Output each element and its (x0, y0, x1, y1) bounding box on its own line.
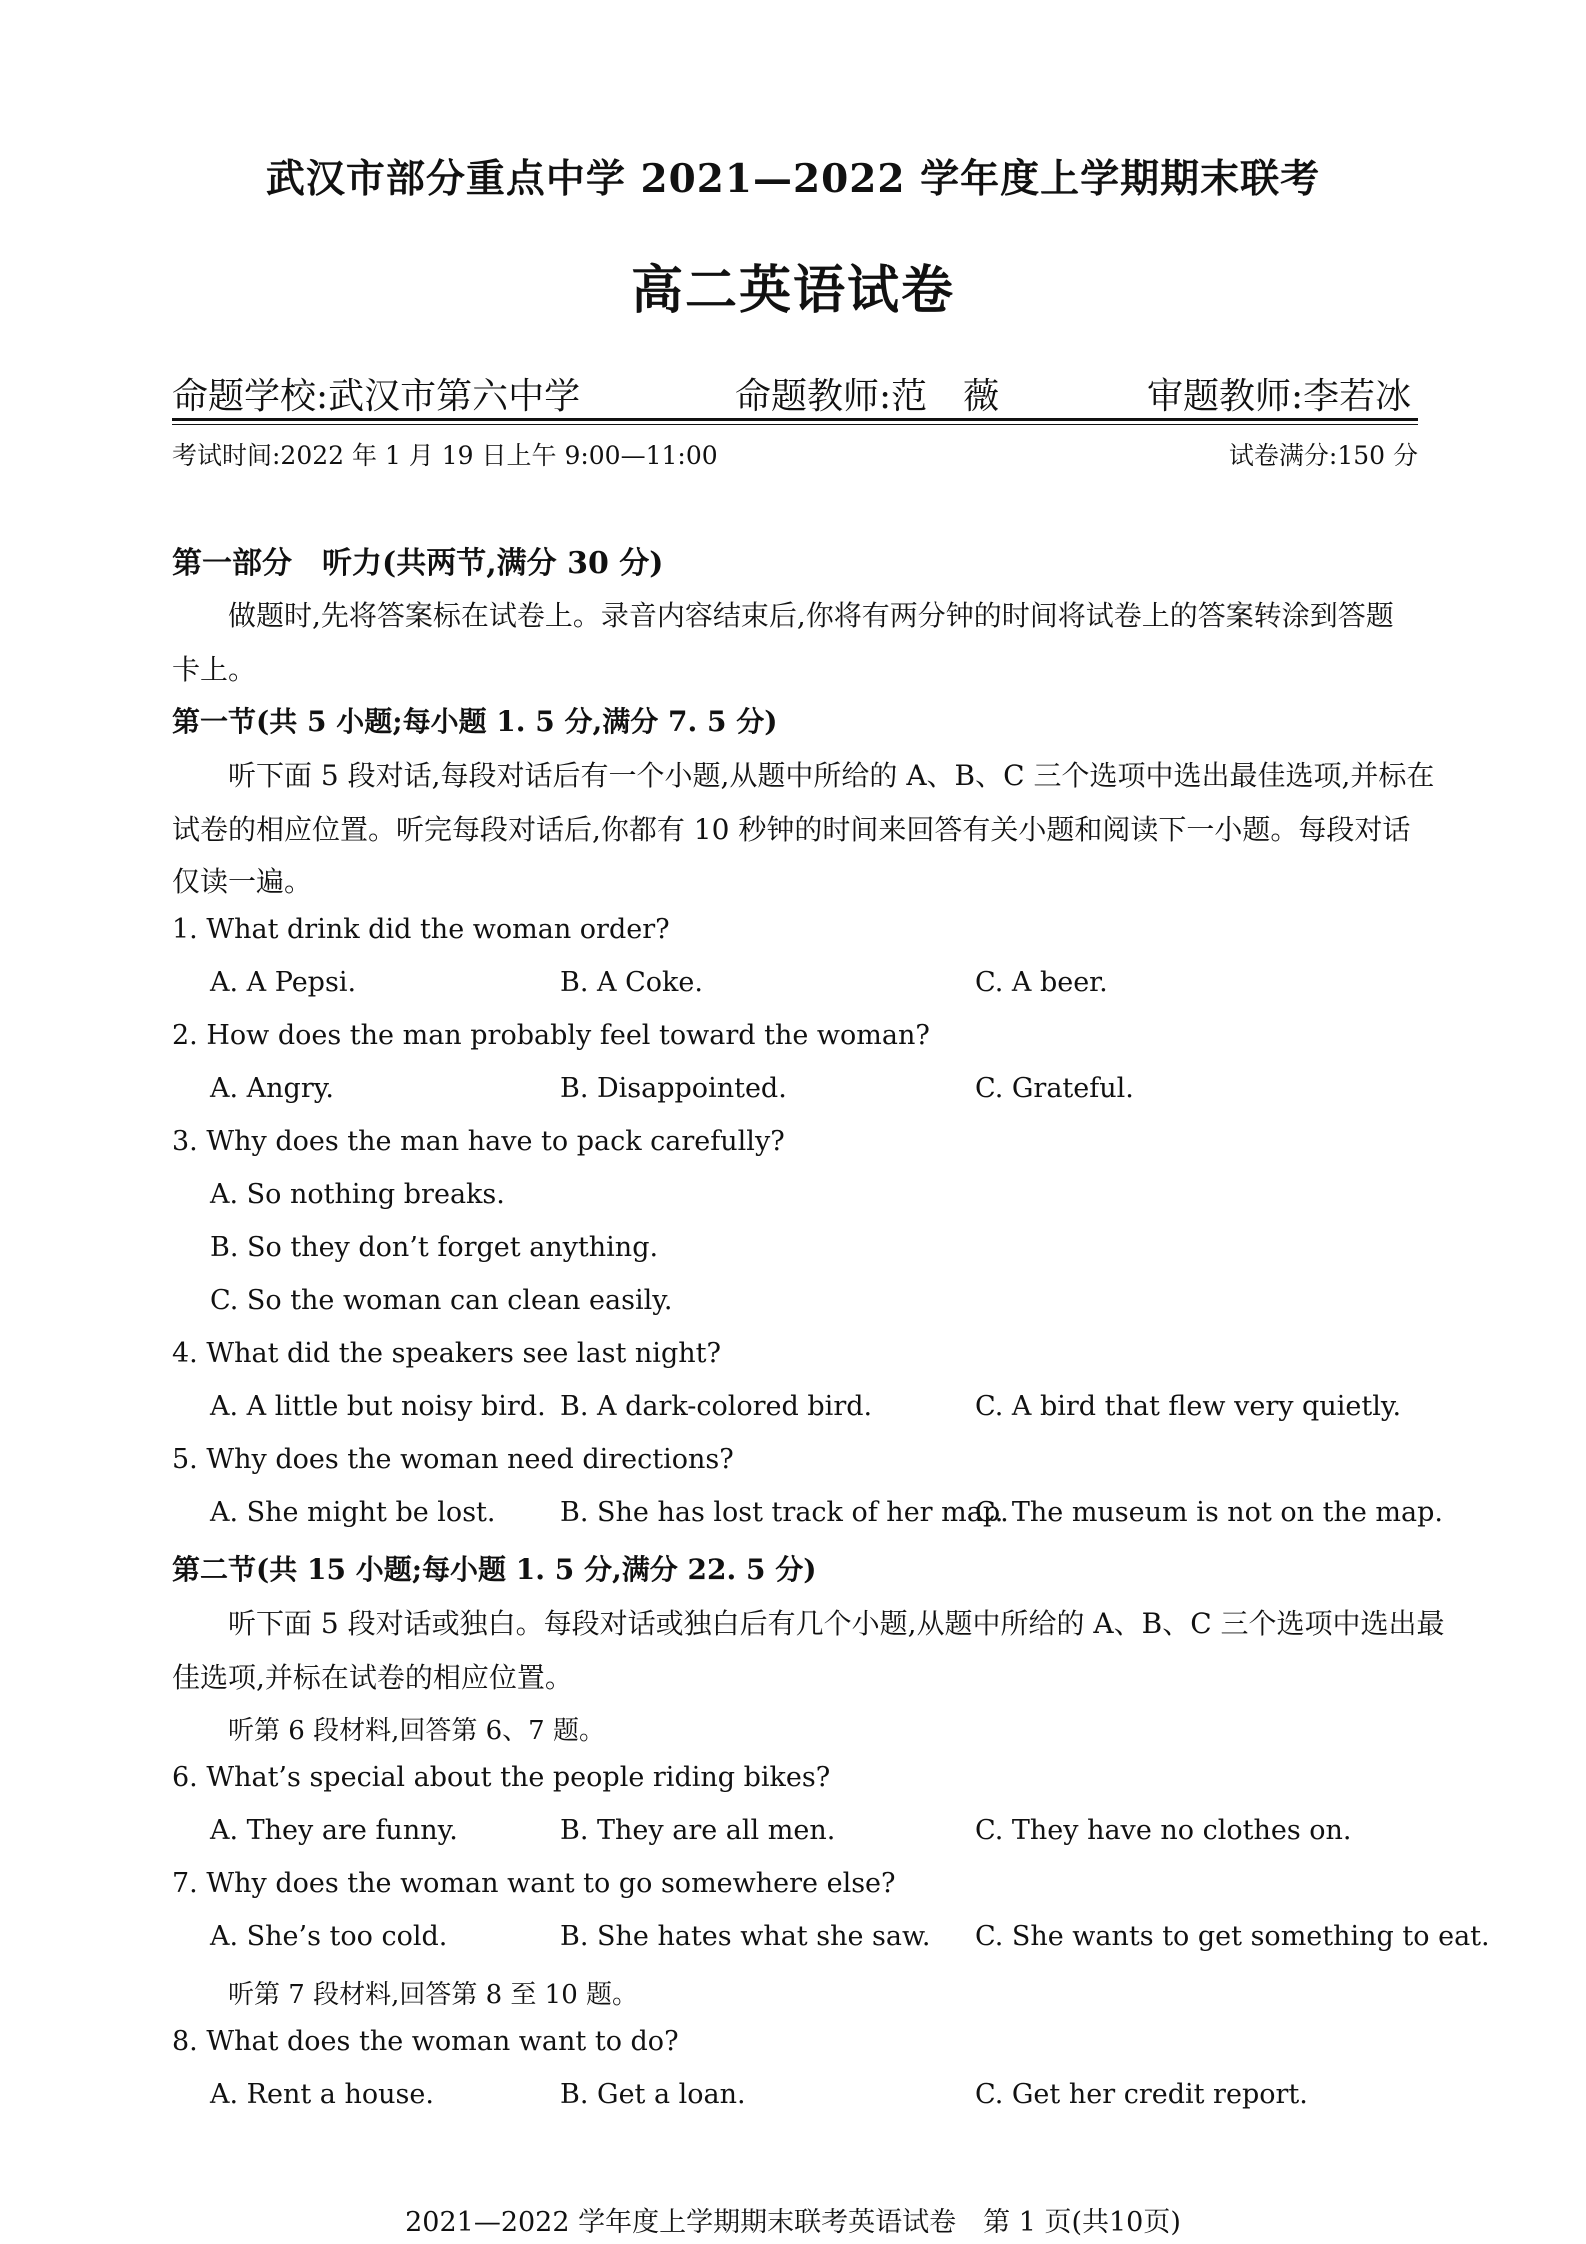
question-7-stem: 7. Why does the woman want to go somewhere else? (172, 1868, 896, 1899)
part1-instructions-line2: 卡上。 (172, 653, 257, 686)
setter-school: 命题学校:武汉市第六中学 (172, 376, 581, 417)
question-3-option-c: C. So the woman can clean easily. (210, 1285, 673, 1316)
question-8-option-b: B. Get a loan. (560, 2079, 746, 2110)
header-rule-thin (172, 424, 1418, 425)
question-2-option-b: B. Disappointed. (560, 1073, 787, 1104)
section2-instructions-line2: 佳选项,并标在试卷的相应位置。 (172, 1661, 573, 1694)
question-4-option-a: A. A little but noisy bird. (210, 1391, 546, 1422)
header-rule-thick (172, 418, 1418, 421)
part1-instructions-line1: 做题时,先将答案标在试卷上。录音内容结束后,你将有两分钟的时间将试卷上的答案转涂到答题 (228, 599, 1394, 632)
section2-note-material-7: 听第 7 段材料,回答第 8 至 10 题。 (228, 1980, 639, 2010)
question-7-option-b: B. She hates what she saw. (560, 1921, 931, 1952)
question-2-option-a: A. Angry. (210, 1073, 334, 1104)
question-5-option-c: C. The museum is not on the map. (975, 1497, 1443, 1528)
exam-time: 考试时间:2022 年 1 月 19 日上午 9:00—11:00 (172, 441, 718, 470)
exam-title: 武汉市部分重点中学 2021—2022 学年度上学期期末联考 (265, 156, 1321, 202)
section2-note-material-6: 听第 6 段材料,回答第 6、7 题。 (228, 1716, 605, 1746)
question-4-option-c: C. A bird that flew very quietly. (975, 1391, 1402, 1422)
question-8-stem: 8. What does the woman want to do? (172, 2026, 679, 2057)
question-6-stem: 6. What’s special about the people riding bikes? (172, 1762, 831, 1793)
paper-subtitle: 高二英语试卷 (630, 260, 955, 321)
section1-instructions-line3: 仅读一遍。 (172, 865, 313, 898)
question-5-stem: 5. Why does the woman need directions? (172, 1444, 734, 1475)
setter-teacher: 命题教师:范 薇 (735, 376, 1000, 417)
question-8-option-a: A. Rent a house. (210, 2079, 434, 2110)
question-1-stem: 1. What drink did the woman order? (172, 914, 670, 945)
question-7-option-a: A. She’s too cold. (210, 1921, 448, 1952)
section1-heading: 第一节(共 5 小题;每小题 1. 5 分,满分 7. 5 分) (172, 705, 778, 738)
question-5-option-a: A. She might be lost. (210, 1497, 496, 1528)
question-5-option-b: B. She has lost track of her map. (560, 1497, 1009, 1528)
question-4-stem: 4. What did the speakers see last night? (172, 1338, 721, 1369)
question-1-option-c: C. A beer. (975, 967, 1108, 998)
question-3-option-b: B. So they don’t forget anything. (210, 1232, 659, 1263)
question-2-option-c: C. Grateful. (975, 1073, 1134, 1104)
question-4-option-b: B. A dark-colored bird. (560, 1391, 873, 1422)
question-6-option-a: A. They are funny. (210, 1815, 458, 1846)
section2-heading: 第二节(共 15 小题;每小题 1. 5 分,满分 22. 5 分) (172, 1553, 817, 1586)
question-7-option-c: C. She wants to get something to eat. (975, 1921, 1490, 1952)
question-3-option-a: A. So nothing breaks. (210, 1179, 505, 1210)
question-8-option-c: C. Get her credit report. (975, 2079, 1308, 2110)
page-footer: 2021—2022 学年度上学期期末联考英语试卷 第 1 页(共10页) (405, 2207, 1181, 2238)
question-1-option-b: B. A Coke. (560, 967, 703, 998)
question-1-option-a: A. A Pepsi. (210, 967, 357, 998)
part1-heading: 第一部分 听力(共两节,满分 30 分) (172, 546, 664, 581)
section1-instructions-line1: 听下面 5 段对话,每段对话后有一个小题,从题中所给的 A、B、C 三个选项中选出最佳选项,并标在 (228, 759, 1435, 792)
reviewer-teacher: 审题教师:李若冰 (1147, 376, 1412, 417)
question-6-option-c: C. They have no clothes on. (975, 1815, 1352, 1846)
full-score: 试卷满分:150 分 (1228, 441, 1418, 470)
section1-instructions-line2: 试卷的相应位置。听完每段对话后,你都有 10 秒钟的时间来回答有关小题和阅读下一小题。每段对话 (172, 813, 1411, 846)
question-3-stem: 3. Why does the man have to pack carefully? (172, 1126, 785, 1157)
section2-instructions-line1: 听下面 5 段对话或独白。每段对话或独白后有几个小题,从题中所给的 A、B、C 三个选项中选出最 (228, 1607, 1445, 1640)
question-2-stem: 2. How does the man probably feel toward the woman? (172, 1020, 930, 1051)
question-6-option-b: B. They are all men. (560, 1815, 836, 1846)
